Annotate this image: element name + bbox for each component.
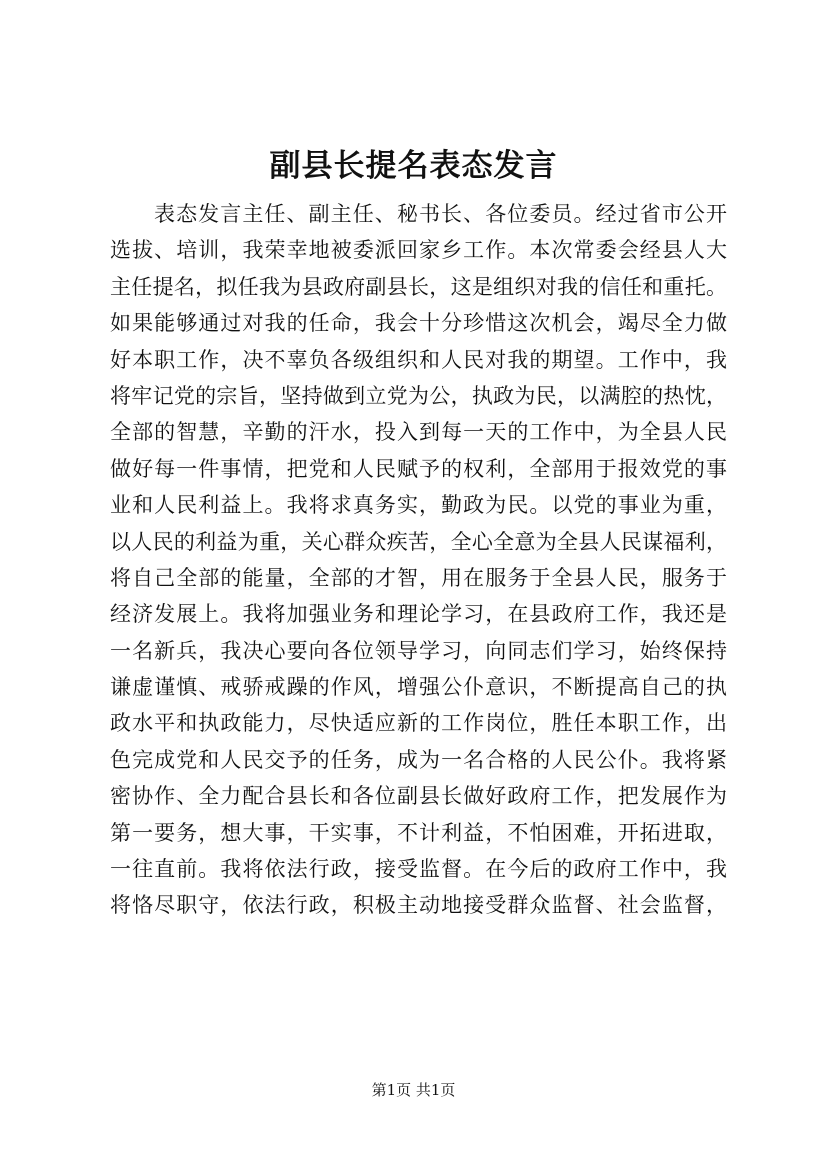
paragraph-line: 色完成党和人民交予的任务，成为一名合格的人民公仆。我将紧: [110, 747, 727, 772]
paragraph-line: 将牢记党的宗旨，坚持做到立党为公，执政为民，以满腔的热忱，: [110, 383, 727, 408]
paragraph-line: 一往直前。我将依法行政，接受监督。在今后的政府工作中，我: [110, 857, 727, 882]
paragraph-line: 业和人民利益上。我将求真务实，勤政为民。以党的事业为重，: [110, 493, 727, 518]
paragraph-line: 做好每一件事情，把党和人民赋予的权利，全部用于报效党的事: [110, 456, 727, 481]
paragraph-line: 好本职工作，决不辜负各级组织和人民对我的期望。工作中，我: [110, 347, 727, 372]
paragraph-line: 政水平和执政能力，尽快适应新的工作岗位，胜任本职工作，出: [110, 711, 727, 736]
paragraph-line: 将自己全部的能量，全部的才智，用在服务于全县人民，服务于: [110, 565, 727, 590]
paragraph-line: 以人民的利益为重，关心群众疾苦，全心全意为全县人民谋福利，: [110, 529, 727, 554]
document-title: 副县长提名表态发言: [269, 148, 558, 184]
paragraph-line: 全部的智慧，辛勤的汗水，投入到每一天的工作中，为全县人民: [110, 420, 727, 445]
paragraph-line: 谦虚谨慎、戒骄戒躁的作风，增强公仆意识，不断提高自己的执: [110, 675, 727, 700]
paragraph-line: 将恪尽职守，依法行政，积极主动地接受群众监督、社会监督，: [110, 893, 727, 918]
paragraph-line: 一名新兵，我决心要向各位领导学习，向同志们学习，始终保持: [110, 638, 727, 663]
paragraph-line: 主任提名，拟任我为县政府副县长，这是组织对我的信任和重托。: [110, 274, 727, 299]
paragraph-line: 如果能够通过对我的任命，我会十分珍惜这次机会，竭尽全力做: [110, 311, 727, 336]
page-number-footer: 第1页 共1页: [371, 1081, 456, 1099]
paragraph-line: 密协作、全力配合县长和各位副县长做好政府工作，把发展作为: [110, 784, 727, 809]
paragraph-line: 表态发言主任、副主任、秘书长、各位委员。经过省市公开: [154, 202, 727, 226]
document-body: [110, 196, 727, 924]
paragraph-line: 第一要务，想大事，干实事，不计利益，不怕困难，开拓进取，: [110, 820, 727, 845]
paragraph-line: 经济发展上。我将加强业务和理论学习，在县政府工作，我还是: [110, 602, 727, 627]
paragraph-line: 选拔、培训，我荣幸地被委派回家乡工作。本次常委会经县人大: [110, 238, 727, 263]
